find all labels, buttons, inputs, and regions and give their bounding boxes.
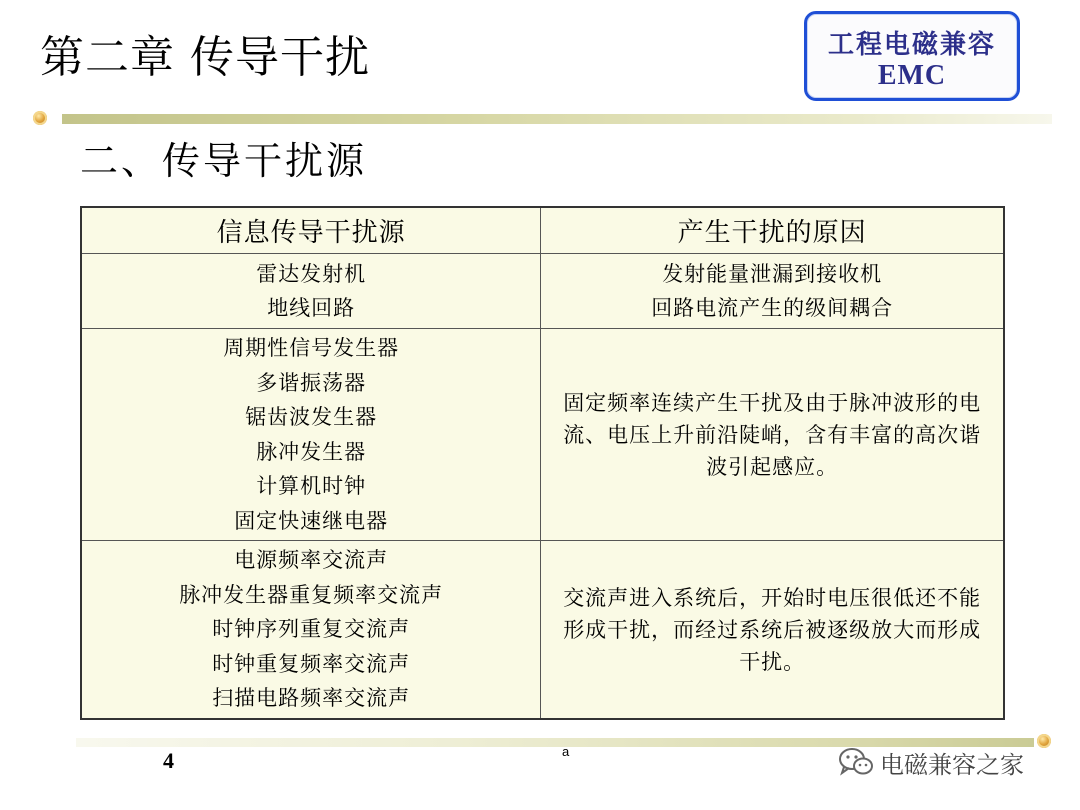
source-item: 锯齿波发生器 — [245, 405, 378, 429]
page-number: 4 — [163, 748, 174, 773]
emc-logo — [804, 11, 1020, 101]
source-item: 计算机时钟 — [256, 474, 367, 498]
interference-source-table — [80, 206, 1005, 720]
reason-cell — [541, 329, 1004, 541]
header-reason: 产生干扰的原因 — [541, 207, 1004, 254]
source-item: 固定快速继电器 — [234, 508, 389, 533]
source-item: 时钟重复频率交流声 — [212, 651, 411, 676]
reason-cell — [541, 254, 1004, 329]
top-divider — [62, 114, 1052, 124]
source-item: 周期性信号发生器 — [223, 336, 400, 360]
source-item: 雷达发射机 — [256, 261, 367, 286]
source-item: 脉冲发生器重复频率交流声 — [179, 582, 444, 607]
table-row — [81, 254, 1004, 329]
watermark — [838, 742, 1024, 782]
source-item: 脉冲发生器 — [256, 439, 367, 464]
reason-item: 发射能量泄漏到接收机 — [662, 261, 883, 286]
wechat-icon — [838, 747, 874, 777]
table-header-row — [81, 207, 1004, 254]
watermark-text: 电磁兼容之家 — [880, 750, 1024, 779]
section-subtitle: 二、传导干扰源 — [80, 139, 368, 183]
footer-mark: a — [562, 744, 570, 759]
source-item: 扫描电路频率交流声 — [212, 686, 411, 711]
header-source: 信息传导干扰源 — [81, 207, 541, 254]
slide-title: 第二章 传导干扰 — [40, 32, 370, 83]
source-item: 多谐振荡器 — [256, 370, 367, 395]
reason-item: 交流声进入系统后，开始时电压很低还不能形成干扰，而经过系统后被逐级放大而形成干扰。 — [563, 585, 982, 674]
source-item: 地线回路 — [267, 296, 356, 320]
logo-text-cn: 工程电磁兼容 — [827, 30, 996, 60]
reason-item: 回路电流产生的级间耦合 — [651, 296, 894, 320]
source-cell — [81, 254, 541, 329]
table-row — [81, 329, 1004, 541]
reason-item: 固定频率连续产生干扰及由于脉冲波形的电流、电压上升前沿陡峭，含有丰富的高次谐波引起感应。 — [563, 390, 982, 479]
source-cell — [81, 541, 541, 720]
table-row — [81, 541, 1004, 720]
reason-cell — [541, 541, 1004, 720]
source-cell — [81, 329, 541, 541]
logo-text-en: EMC — [877, 60, 947, 91]
source-item: 电源频率交流声 — [234, 548, 389, 573]
source-item: 时钟序列重复交流声 — [212, 617, 411, 642]
bullet-dot-icon — [33, 111, 47, 125]
bullet-dot-icon — [1037, 734, 1051, 748]
